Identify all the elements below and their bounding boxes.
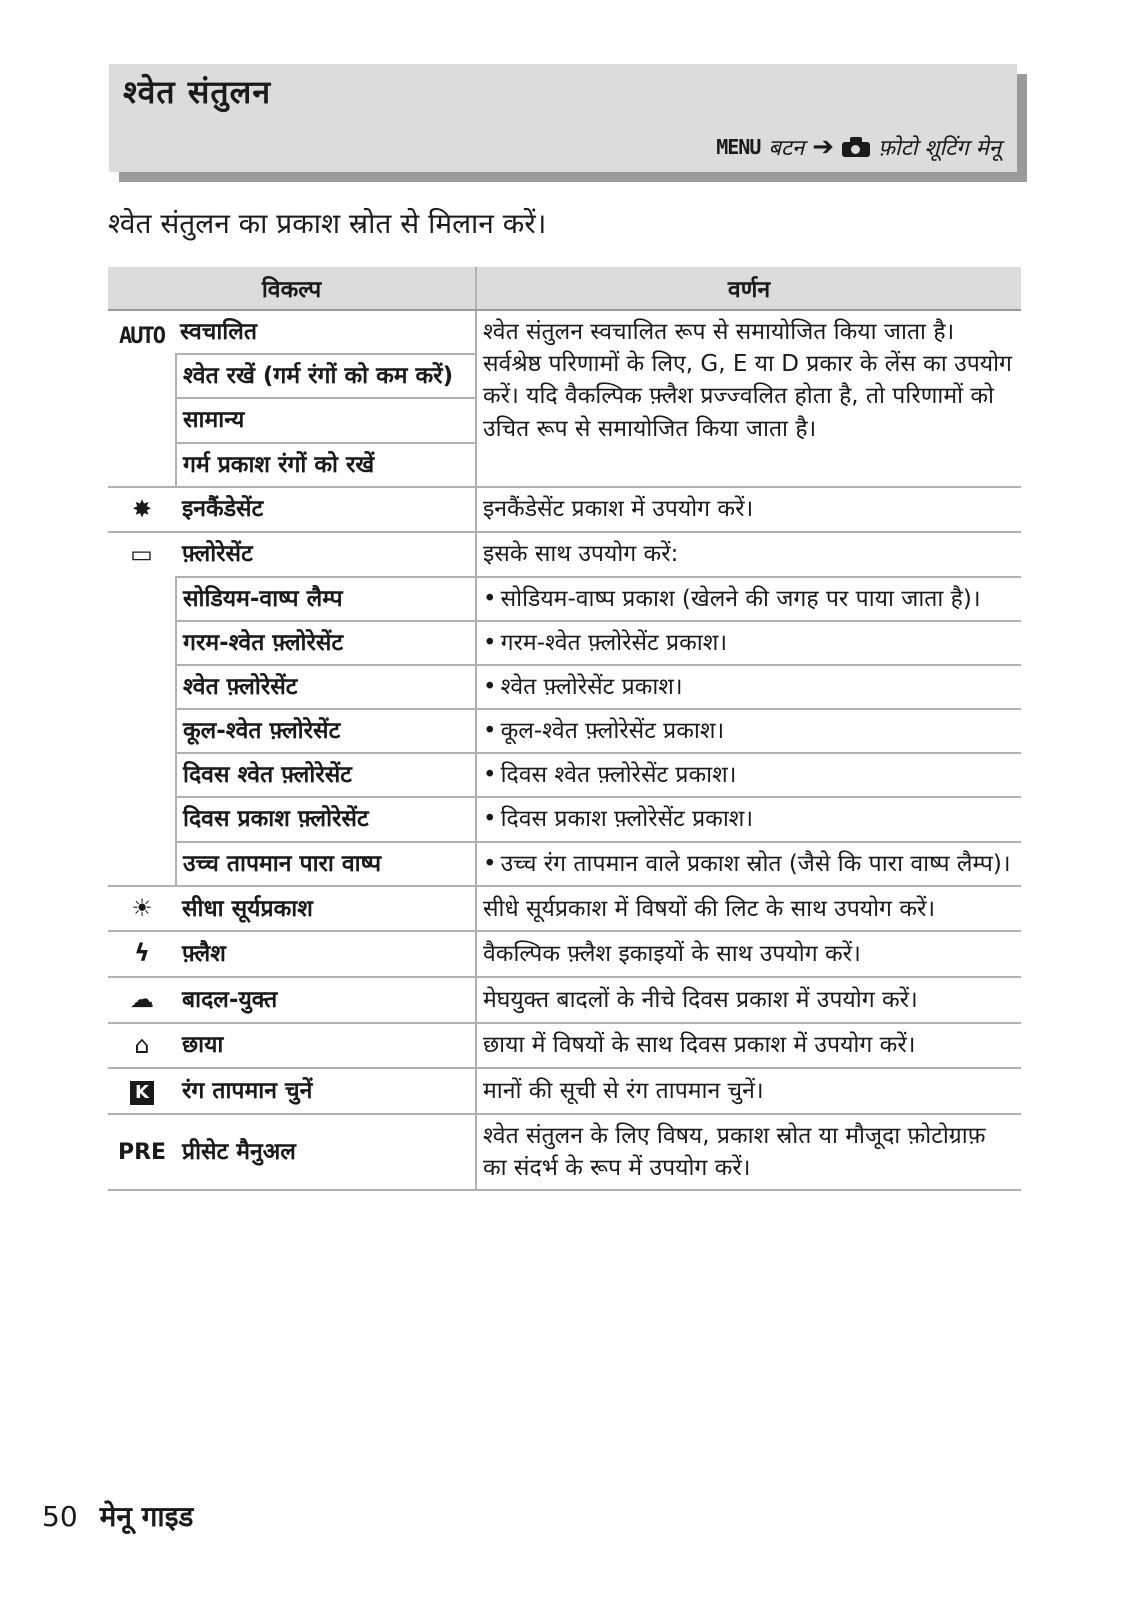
option-description: मानों की सूची से रंग तापमान चुनें। <box>476 1068 1021 1114</box>
option-name: फ़्लैश <box>176 931 476 977</box>
camera-icon <box>842 137 870 157</box>
white-balance-table <box>108 267 1021 1191</box>
arrow-right-icon: ➔ <box>812 132 835 162</box>
option-description: सीधे सूर्यप्रकाश में विषयों की लिट के साथ उपयोग करें। <box>476 886 1021 932</box>
sub-option-name: उच्च तापमान पारा वाष्प <box>176 842 476 886</box>
sub-option-name: सामान्य <box>176 398 476 442</box>
table-row <box>108 487 1021 533</box>
option-name: सीधा सूर्यप्रकाश <box>176 886 476 932</box>
breadcrumb <box>716 132 1001 162</box>
table-row <box>108 532 1021 576</box>
option-name: प्रीसेट मैनुअल <box>176 1114 476 1190</box>
table-row <box>108 931 1021 977</box>
section-name: मेनू गाइड <box>99 1500 194 1533</box>
table-row <box>108 977 1021 1023</box>
sub-option-name: श्वेत फ़्लोरेसेंट <box>176 665 476 709</box>
sub-option-description: • दिवस प्रकाश फ़्लोरेसेंट प्रकाश। <box>476 797 1021 841</box>
kelvin-icon: K <box>108 1068 176 1114</box>
sub-option-name: सोडियम-वाष्प लैम्प <box>176 577 476 621</box>
table-row <box>108 709 1021 753</box>
page-number: 50 <box>42 1500 78 1533</box>
sub-option-description: • गरम-श्वेत फ़्लोरेसेंट प्रकाश। <box>476 621 1021 665</box>
option-description: श्वेत संतुलन के लिए विषय, प्रकाश स्रोत या मौजूदा फ़ोटोग्राफ़ का संदर्भ के रूप में उपयोग करें। <box>476 1114 1021 1190</box>
table-row <box>108 621 1021 665</box>
sub-option-name: श्वेत रखें (गर्म रंगों को कम करें) <box>176 354 476 398</box>
table-row <box>108 577 1021 621</box>
sub-option-description: • श्वेत फ़्लोरेसेंट प्रकाश। <box>476 665 1021 709</box>
sub-option-name: गरम-श्वेत फ़्लोरेसेंट <box>176 621 476 665</box>
option-description: इसके साथ उपयोग करें: <box>476 532 1021 576</box>
option-description: मेघयुक्त बादलों के नीचे दिवस प्रकाश में उपयोग करें। <box>476 977 1021 1023</box>
sub-option-description: • दिवस श्वेत फ़्लोरेसेंट प्रकाश। <box>476 753 1021 797</box>
sub-option-description: • सोडियम-वाष्प प्रकाश (खेलने की जगह पर पाया जाता है)। <box>476 577 1021 621</box>
header-description: वर्णन <box>476 267 1021 310</box>
sub-option-name: दिवस श्वेत फ़्लोरेसेंट <box>176 753 476 797</box>
option-name: स्वचालित <box>180 319 257 345</box>
option-name: फ़्लोरेसेंट <box>176 532 476 576</box>
cloud-icon: ☁ <box>108 977 176 1023</box>
option-description: वैकल्पिक फ़्लैश इकाइयों के साथ उपयोग करें। <box>476 931 1021 977</box>
table-row <box>108 753 1021 797</box>
table-row <box>108 665 1021 709</box>
menu-button-label: MENU <box>716 135 761 159</box>
page-title: श्वेत संतुलन <box>123 73 272 111</box>
auto-icon: AUTO <box>119 324 164 349</box>
option-description: छाया में विषयों के साथ दिवस प्रकाश में उपयोग करें। <box>476 1023 1021 1069</box>
section-subtitle: श्वेत संतुलन का प्रकाश स्रोत से मिलान करें। <box>108 207 547 240</box>
menu-name: फ़ोटो शूटिंग मेनू <box>878 136 1001 161</box>
option-name: रंग तापमान चुनें <box>176 1068 476 1114</box>
option-description: श्वेत संतुलन स्वचालित रूप से समायोजित किया जाता है। सर्वश्रेष्ठ परिणामों के लिए, G, E या D प्रकार के लेंस का उपयोग करें। यदि वैकल्पिक फ़्लैश प्रज्ज्वलित होता है, तो परिणामों को उचित रूप से समायोजित किया जाता है। <box>476 310 1021 487</box>
table-row <box>108 1068 1021 1114</box>
table-header-row <box>108 267 1021 310</box>
sub-option-name: गर्म प्रकाश रंगों को रखें <box>176 443 476 487</box>
table-row <box>108 797 1021 841</box>
sun-icon: ☀ <box>108 886 176 932</box>
preset-icon: PRE <box>108 1114 176 1190</box>
table-row <box>108 886 1021 932</box>
table-row <box>108 1114 1021 1190</box>
table-row <box>108 1023 1021 1069</box>
sub-option-name: दिवस प्रकाश फ़्लोरेसेंट <box>176 797 476 841</box>
fluorescent-icon: ▭ <box>108 532 176 886</box>
table-row <box>108 842 1021 886</box>
section-header <box>109 64 1017 172</box>
flash-icon: ϟ <box>108 931 176 977</box>
button-word: बटन <box>768 136 805 161</box>
sub-option-description: • उच्च रंग तापमान वाले प्रकाश स्रोत (जैसे कि पारा वाष्प लैम्प)। <box>476 842 1021 886</box>
page-footer <box>42 1497 193 1535</box>
shade-icon: ⌂ <box>108 1023 176 1069</box>
table-row <box>108 310 1021 354</box>
incandescent-icon: ✸ <box>108 487 176 533</box>
option-name: इनकैंडेसेंट <box>176 487 476 533</box>
sub-option-name: कूल-श्वेत फ़्लोरेसेंट <box>176 709 476 753</box>
option-name: छाया <box>176 1023 476 1069</box>
option-description: इनकैंडेसेंट प्रकाश में उपयोग करें। <box>476 487 1021 533</box>
option-name: बादल-युक्त <box>176 977 476 1023</box>
header-option: विकल्प <box>108 267 476 310</box>
sub-option-description: • कूल-श्वेत फ़्लोरेसेंट प्रकाश। <box>476 709 1021 753</box>
